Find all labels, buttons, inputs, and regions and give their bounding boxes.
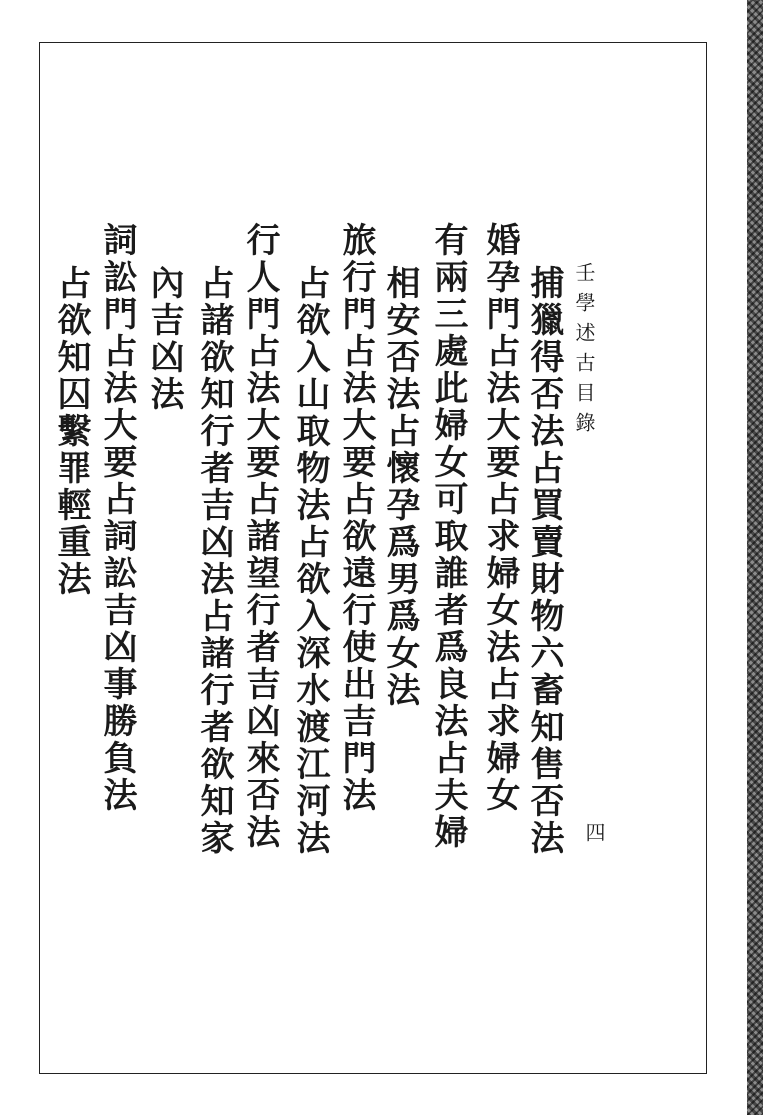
section-title: 目錄 <box>572 382 596 442</box>
toc-entry: 占詞訟吉凶事勝負法 <box>97 481 137 814</box>
toc-entry: 捕獵得否法 <box>524 265 564 450</box>
toc-entry: 占諸望行者吉凶來否法 <box>240 481 280 851</box>
page-edge-texture <box>747 0 763 1115</box>
toc-entry: 占欲遠行使出吉門法 <box>336 481 376 814</box>
toc-column-6 <box>290 265 330 857</box>
toc-column-7 <box>240 222 280 851</box>
toc-entry: 占法大要 <box>336 333 376 481</box>
toc-column-9 <box>144 265 184 413</box>
toc-entry: 占法大要 <box>480 333 520 481</box>
toc-column-1 <box>524 265 564 857</box>
section-heading: 旅行門 <box>336 222 376 333</box>
toc-entry: 占法大要 <box>97 333 137 481</box>
toc-column-4 <box>380 265 420 709</box>
book-title: 壬學述古 <box>572 262 596 382</box>
toc-column-8 <box>194 265 234 857</box>
toc-entry: 占欲知囚繫罪輕重法 <box>51 265 91 598</box>
toc-entry: 占欲入深水渡江河法 <box>290 524 330 857</box>
toc-entry: 內吉凶法 <box>144 265 184 413</box>
toc-entry: 占求婦女 <box>480 666 520 814</box>
section-heading: 婚孕門 <box>480 222 520 333</box>
page-number: 四 <box>582 822 606 842</box>
toc-column-11 <box>51 265 91 598</box>
toc-column-3 <box>428 222 468 851</box>
toc-entry: 占法大要 <box>240 333 280 481</box>
toc-entry: 占求婦女法 <box>480 481 520 666</box>
toc-column-10 <box>97 222 137 814</box>
toc-column-2 <box>480 222 520 814</box>
section-heading: 行人門 <box>240 222 280 333</box>
toc-entry: 相安否法 <box>380 265 420 413</box>
toc-entry: 占欲入山取物法 <box>290 265 330 524</box>
toc-entry: 占諸欲知行者吉凶法 <box>194 265 234 598</box>
section-heading: 詞訟門 <box>97 222 137 333</box>
toc-entry: 占買賣財物六畜知售否法 <box>524 450 564 857</box>
toc-entry: 占懷孕爲男爲女法 <box>380 413 420 709</box>
header-column <box>574 262 594 442</box>
toc-entry: 占夫婦 <box>428 740 468 851</box>
toc-column-5 <box>336 222 376 814</box>
toc-entry: 有兩三處此婦女可取誰者爲良法 <box>428 222 468 740</box>
toc-entry: 占諸行者欲知家 <box>194 598 234 857</box>
